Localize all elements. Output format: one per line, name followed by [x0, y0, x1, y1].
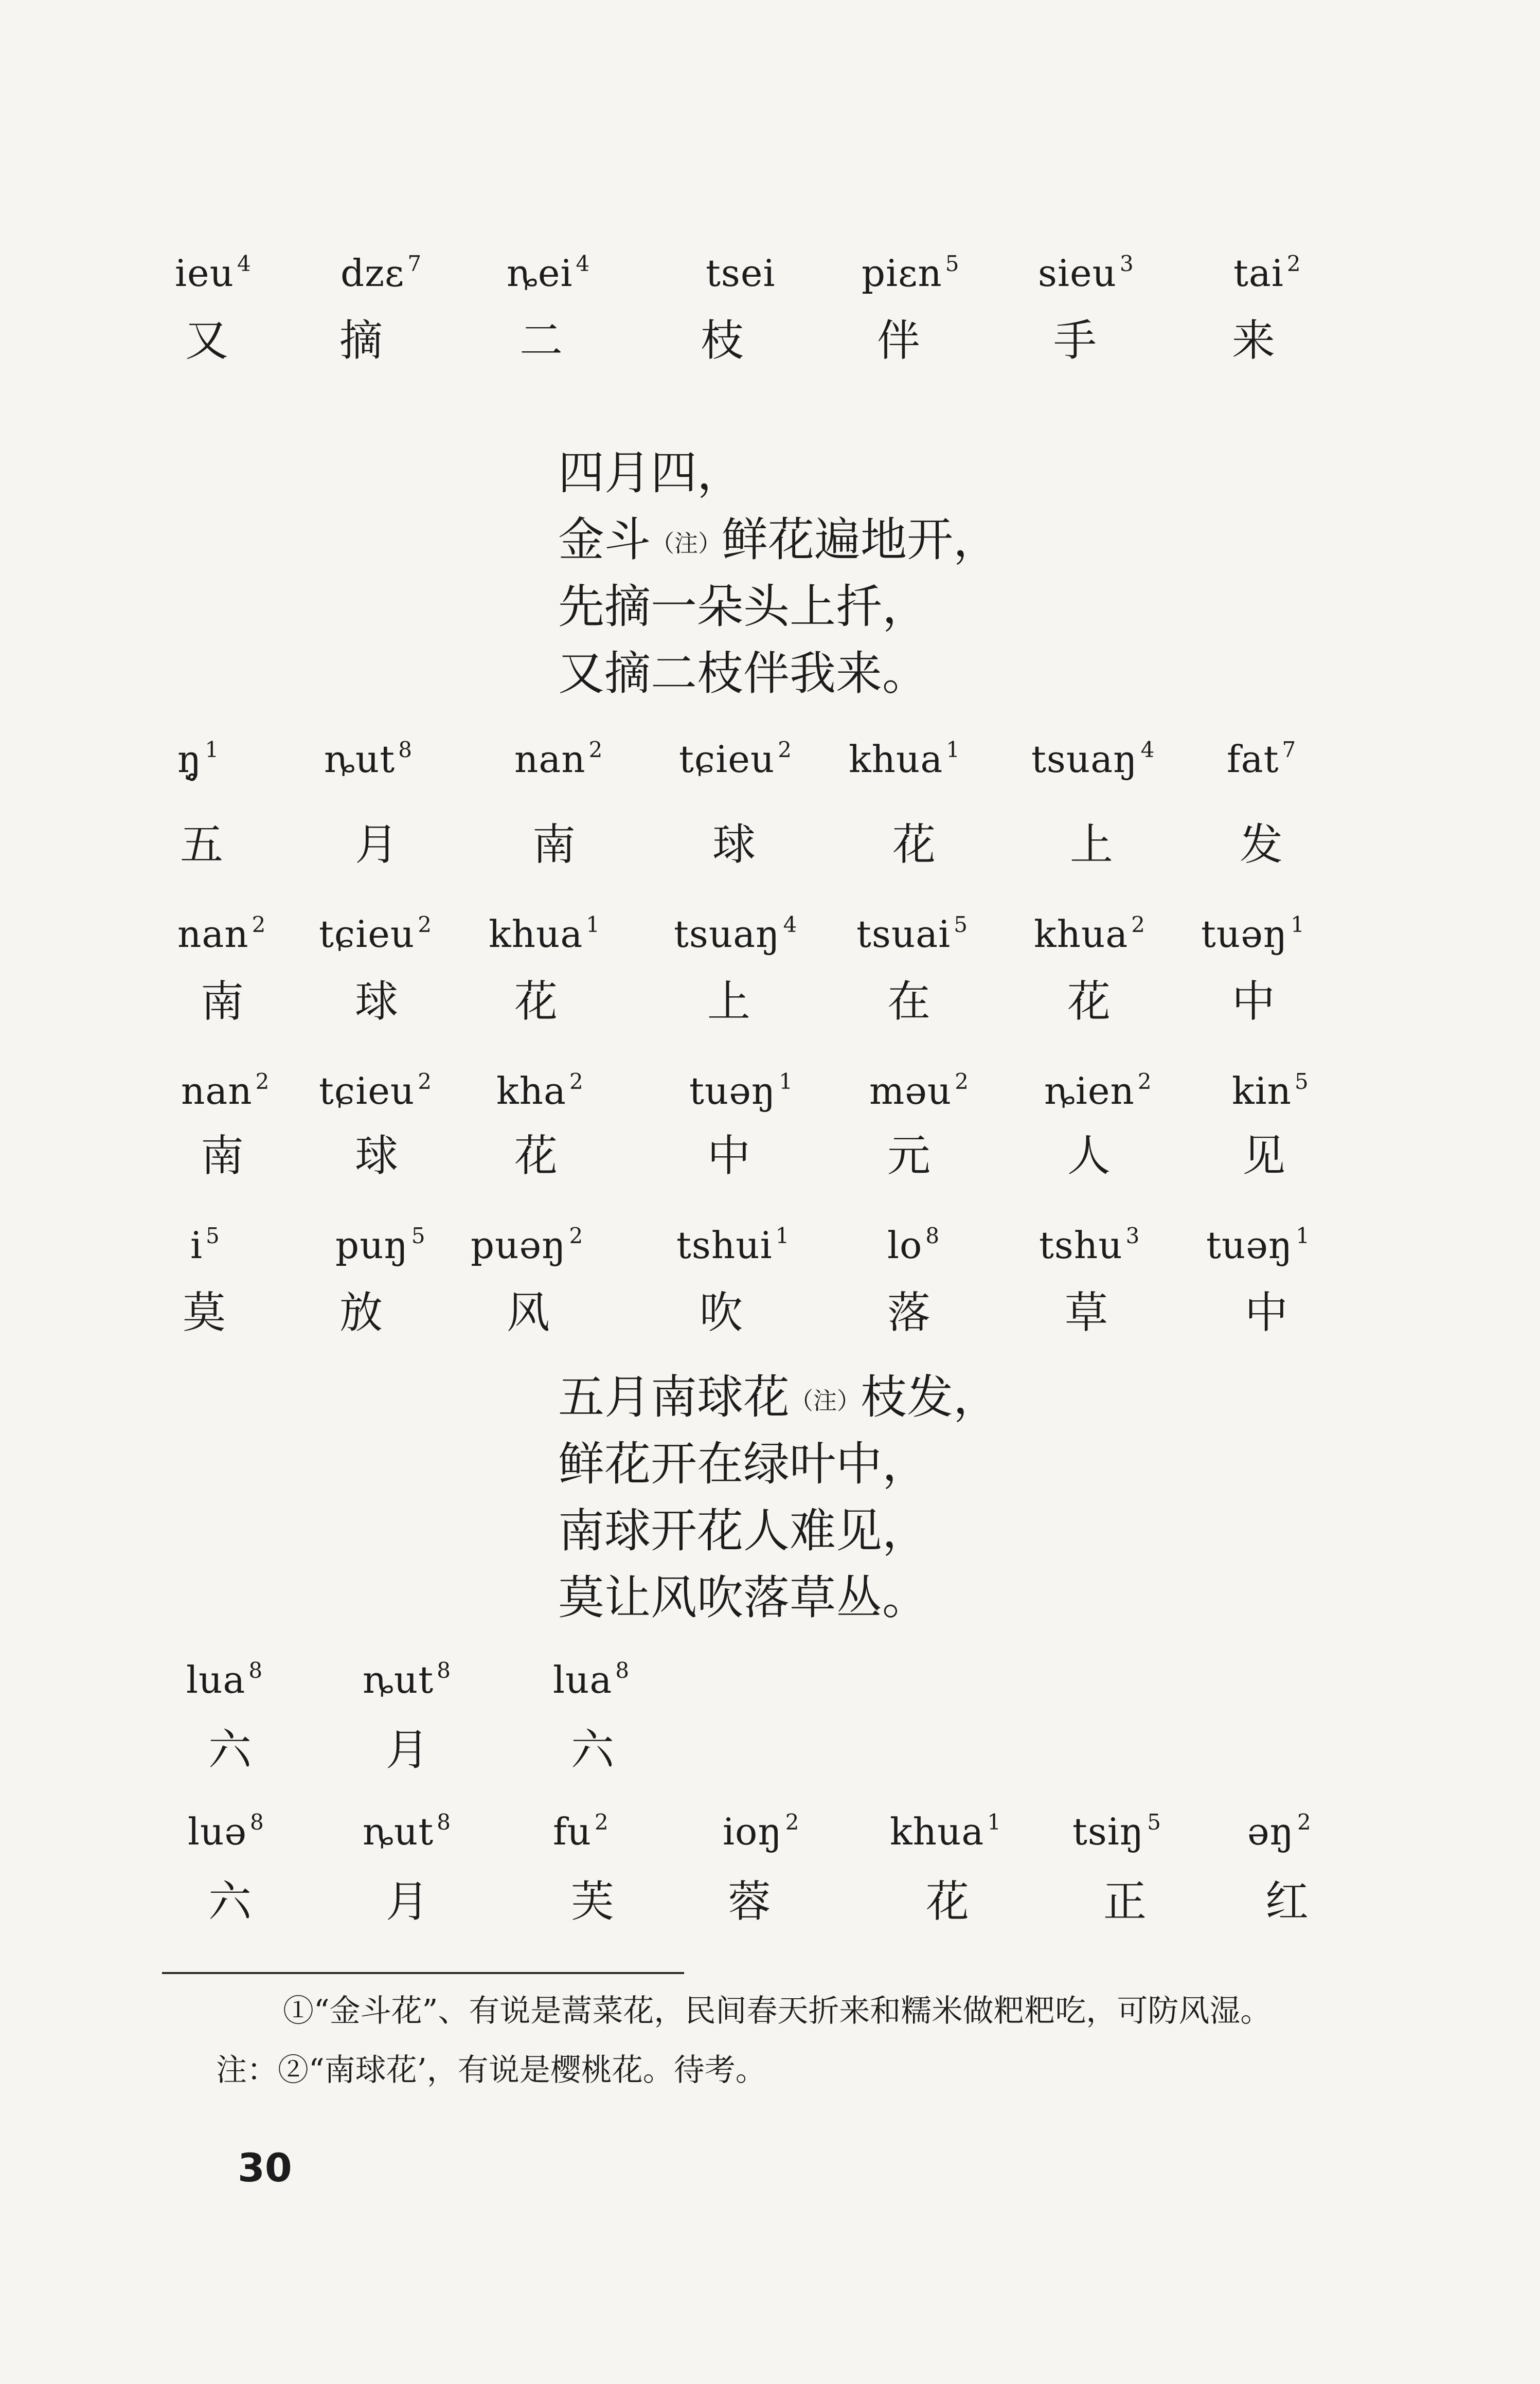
hanzi-gloss: 摘	[339, 315, 383, 366]
romanization: luə $^8$	[188, 1809, 264, 1853]
romanization: nan $^2$	[181, 1069, 270, 1113]
hanzi-gloss: 莫	[183, 1287, 226, 1338]
hanzi-gloss: 花	[926, 1876, 970, 1927]
hanzi-gloss: 枝	[701, 315, 744, 366]
romanization: ȵut $^8$	[363, 1658, 451, 1701]
romanization: piɛn $^5$	[862, 251, 960, 295]
hanzi-gloss: 球	[712, 819, 756, 870]
verse-line: 五月南球花（注）枝发，	[558, 1370, 999, 1424]
verse-line: 金斗（注）鲜花遍地开，	[558, 513, 999, 567]
romanization: tɕieu $^2$	[319, 912, 432, 956]
romanization: lua $^8$	[553, 1658, 630, 1701]
hanzi-gloss: 上	[707, 976, 751, 1027]
hanzi-gloss: 上	[1070, 819, 1114, 870]
romanization: tsuai $^5$	[856, 912, 968, 956]
romanization: ŋ̥ $^1$	[177, 737, 220, 781]
hanzi-gloss: 花	[892, 819, 936, 870]
verse-line: 又摘二枝伴我来。	[558, 647, 928, 701]
romanization: khua $^1$	[849, 737, 961, 781]
hanzi-gloss: 花	[1067, 976, 1111, 1027]
hanzi-gloss: 红	[1265, 1876, 1309, 1927]
annotation-marker: （注）	[790, 1387, 861, 1415]
romanization: dzɛ $^7$	[341, 251, 422, 295]
verse-line: 四月四，	[558, 446, 743, 500]
footnote: 注：②“南球花’，有说是樱桃花。待考。	[216, 2052, 766, 2088]
hanzi-gloss: 人	[1067, 1131, 1111, 1181]
romanization: kha $^2$	[496, 1069, 584, 1113]
hanzi-gloss: 发	[1240, 819, 1283, 870]
hanzi-gloss: 月	[386, 1725, 429, 1775]
page-number: 30	[238, 2145, 292, 2191]
annotation-marker: （注）	[651, 529, 722, 558]
romanization: tsuaŋ $^4$	[674, 912, 798, 956]
romanization: khua $^1$	[890, 1809, 1002, 1853]
hanzi-gloss: 草	[1065, 1287, 1108, 1338]
romanization: tuəŋ $^1$	[1206, 1223, 1311, 1267]
romanization: lua $^8$	[186, 1658, 263, 1701]
hanzi-gloss: 来	[1232, 315, 1276, 366]
romanization: nan $^2$	[177, 912, 266, 956]
romanization: tuəŋ $^1$	[689, 1069, 794, 1113]
hanzi-gloss: 正	[1103, 1876, 1147, 1927]
hanzi-gloss: 手	[1053, 315, 1097, 366]
verse-line: 莫让风吹落草丛。	[558, 1571, 928, 1625]
hanzi-gloss: 球	[355, 1131, 399, 1181]
romanization: məu $^2$	[869, 1069, 969, 1113]
romanization: fu $^2$	[553, 1809, 609, 1853]
verse-line: 先摘一朵头上扦，	[558, 580, 928, 634]
romanization: tshui $^1$	[676, 1223, 790, 1267]
hanzi-gloss: 南	[201, 976, 244, 1027]
romanization: ioŋ $^2$	[723, 1809, 800, 1853]
romanization: ȵut $^8$	[324, 737, 413, 781]
romanization: nan $^2$	[514, 737, 603, 781]
hanzi-gloss: 蓉	[728, 1876, 772, 1927]
hanzi-gloss: 放	[339, 1287, 383, 1338]
romanization: tai $^2$	[1233, 251, 1301, 295]
romanization: tsuaŋ $^4$	[1031, 737, 1155, 781]
romanization: tɕieu $^2$	[679, 737, 792, 781]
verse-line: 南球开花人难见，	[558, 1504, 928, 1558]
romanization: ȵien $^2$	[1044, 1069, 1152, 1113]
hanzi-gloss: 花	[514, 976, 558, 1027]
romanization: fat $^7$	[1227, 737, 1297, 781]
romanization: kin $^5$	[1232, 1069, 1309, 1113]
romanization: lo $^8$	[887, 1223, 940, 1267]
hanzi-gloss: 六	[208, 1725, 252, 1775]
romanization: tsei	[706, 252, 776, 295]
hanzi-gloss: 月	[355, 819, 399, 870]
hanzi-gloss: 月	[386, 1876, 429, 1927]
romanization: tuəŋ $^1$	[1201, 912, 1305, 956]
romanization: puŋ $^5$	[335, 1223, 426, 1267]
footnote-divider	[162, 1972, 684, 1974]
romanization: tɕieu $^2$	[319, 1069, 432, 1113]
hanzi-gloss: 在	[887, 976, 931, 1027]
hanzi-gloss: 中	[1232, 976, 1276, 1027]
romanization: khua $^1$	[489, 912, 601, 956]
hanzi-gloss: 二	[520, 315, 563, 366]
hanzi-gloss: 又	[185, 315, 229, 366]
romanization: i $^5$	[190, 1223, 220, 1267]
hanzi-gloss: 芙	[571, 1876, 615, 1927]
hanzi-gloss: 中	[707, 1131, 751, 1181]
verse-line: 鲜花开在绿叶中，	[558, 1437, 928, 1491]
hanzi-gloss: 南	[532, 819, 576, 870]
romanization: ieu $^4$	[175, 251, 252, 295]
hanzi-gloss: 元	[887, 1131, 931, 1181]
romanization: ȵut $^8$	[363, 1809, 451, 1853]
romanization: khua $^2$	[1034, 912, 1146, 956]
hanzi-gloss: 风	[507, 1287, 550, 1338]
hanzi-gloss: 吹	[700, 1287, 743, 1338]
hanzi-gloss: 伴	[877, 315, 921, 366]
hanzi-gloss: 五	[180, 819, 224, 870]
romanization: tshu $^3$	[1039, 1223, 1140, 1267]
hanzi-gloss: 南	[201, 1131, 244, 1181]
romanization: tsiŋ $^5$	[1072, 1809, 1162, 1853]
footnote: ①“金斗花”、有说是蒿菜花，民间春天折来和糯米做粑粑吃，可防风湿。	[283, 1993, 1272, 2029]
romanization: əŋ $^2$	[1247, 1809, 1312, 1853]
hanzi-gloss: 花	[514, 1131, 558, 1181]
romanization: puəŋ $^2$	[471, 1223, 584, 1267]
hanzi-gloss: 六	[208, 1876, 252, 1927]
hanzi-gloss: 见	[1242, 1131, 1286, 1181]
hanzi-gloss: 球	[355, 976, 399, 1027]
romanization: sieu $^3$	[1038, 251, 1134, 295]
hanzi-gloss: 中	[1245, 1287, 1288, 1338]
hanzi-gloss: 六	[571, 1725, 615, 1775]
romanization: ȵei $^4$	[507, 251, 590, 295]
hanzi-gloss: 落	[887, 1287, 931, 1338]
